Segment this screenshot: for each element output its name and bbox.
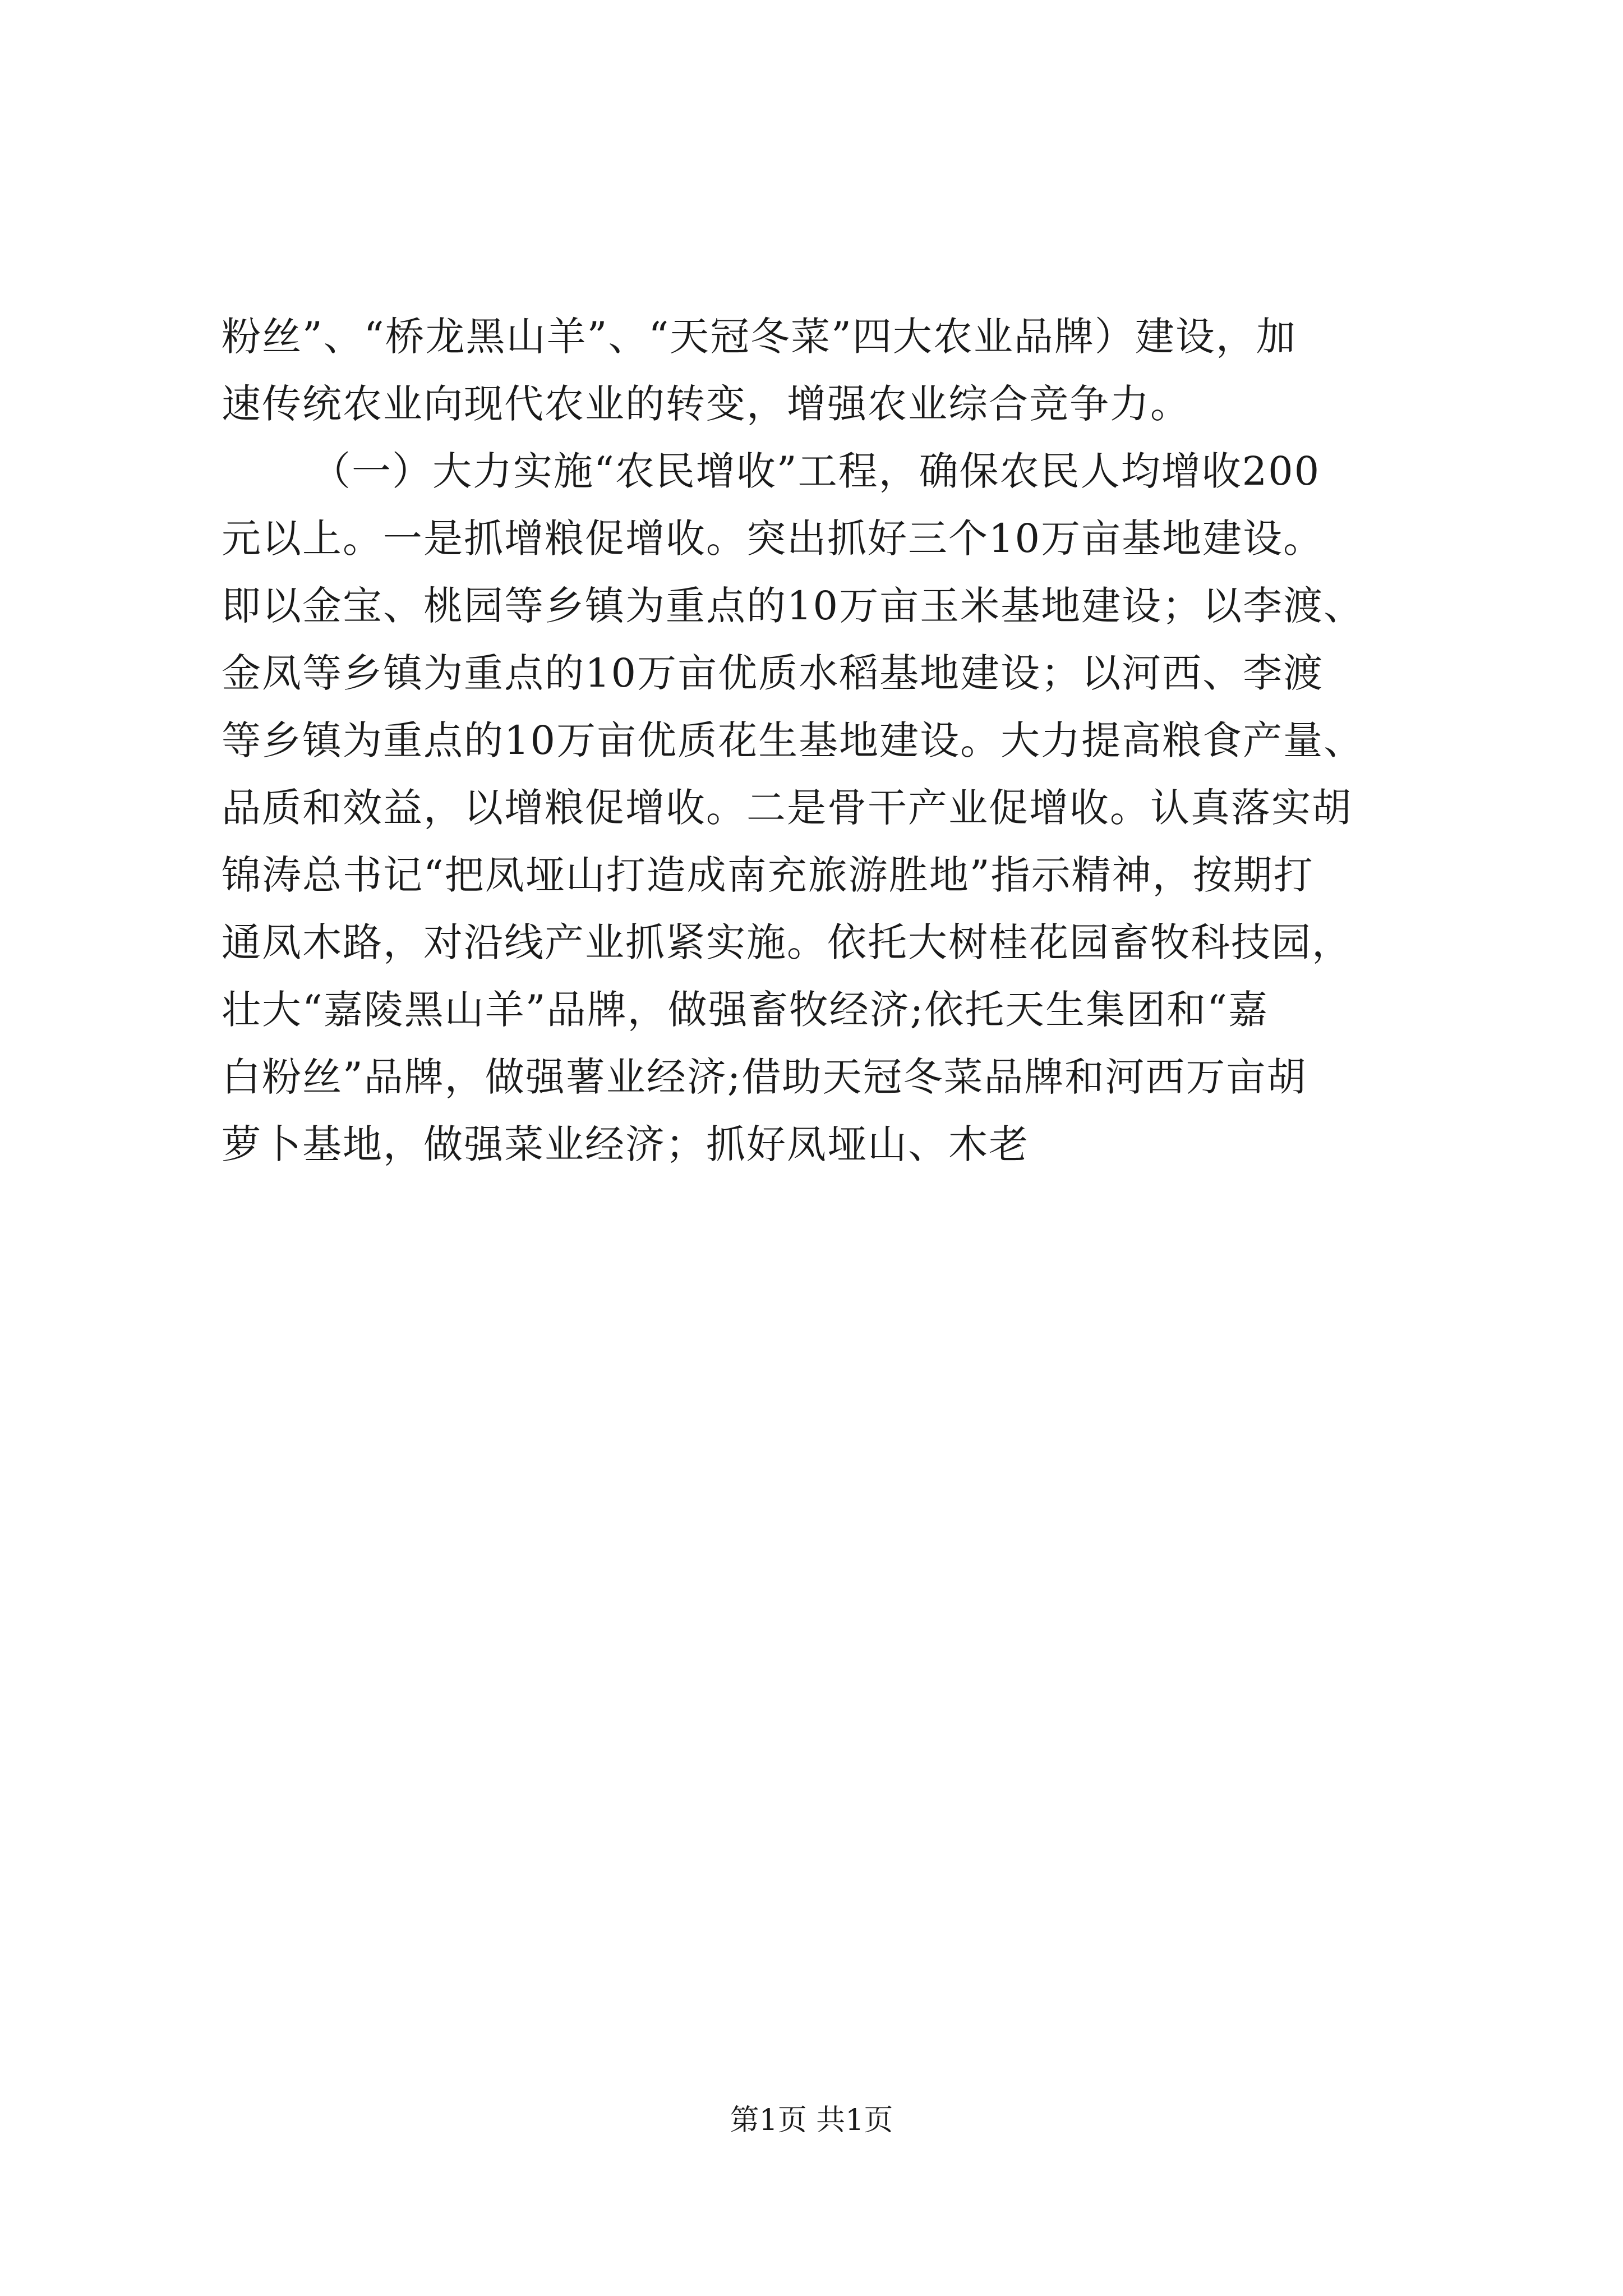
paragraph-start-line: （一）大力实施“农民增收”工程，确保农民人均增收200 — [311, 448, 1321, 494]
text-line: 速传统农业向现代农业的转变，增强农业综合竞争力。 — [222, 381, 1191, 427]
text-line: 品质和效益，以增粮促增收。二是骨干产业促增收。认真落实胡 — [222, 785, 1352, 831]
text-line: 锦涛总书记“把凤垭山打造成南充旅游胜地”指示精神，按期打 — [222, 852, 1314, 898]
text-line: 等乡镇为重点的10万亩优质花生基地建设。大力提高粮食产量、 — [222, 717, 1364, 763]
page-footer: 第1页 共1页 — [730, 2104, 893, 2137]
text-line: 金凤等乡镇为重点的10万亩优质水稻基地建设；以河西、李渡 — [222, 650, 1324, 696]
text-line: 萝卜基地，做强菜业经济；抓好凤垭山、木老 — [222, 1121, 1029, 1167]
body-text — [222, 303, 1416, 1178]
text-line: 即以金宝、桃园等乡镇为重点的10万亩玉米基地建设；以李渡、 — [222, 583, 1364, 629]
text-line: 壮大“嘉陵黑山羊”品牌，做强畜牧经济;依托天生集团和“嘉 — [222, 987, 1269, 1033]
text-line: 元以上。一是抓增粮促增收。突出抓好三个10万亩基地建设。 — [222, 516, 1324, 562]
text-line: 白粉丝”品牌，做强薯业经济;借助天冠冬菜品牌和河西万亩胡 — [222, 1054, 1307, 1100]
text-line: 通凤木路，对沿线产业抓紧实施。依托大树桂花园畜牧科技园， — [222, 919, 1352, 965]
text-line: 粉丝”、“桥龙黑山羊”、“天冠冬菜”四大农业品牌）建设，加 — [222, 314, 1297, 360]
